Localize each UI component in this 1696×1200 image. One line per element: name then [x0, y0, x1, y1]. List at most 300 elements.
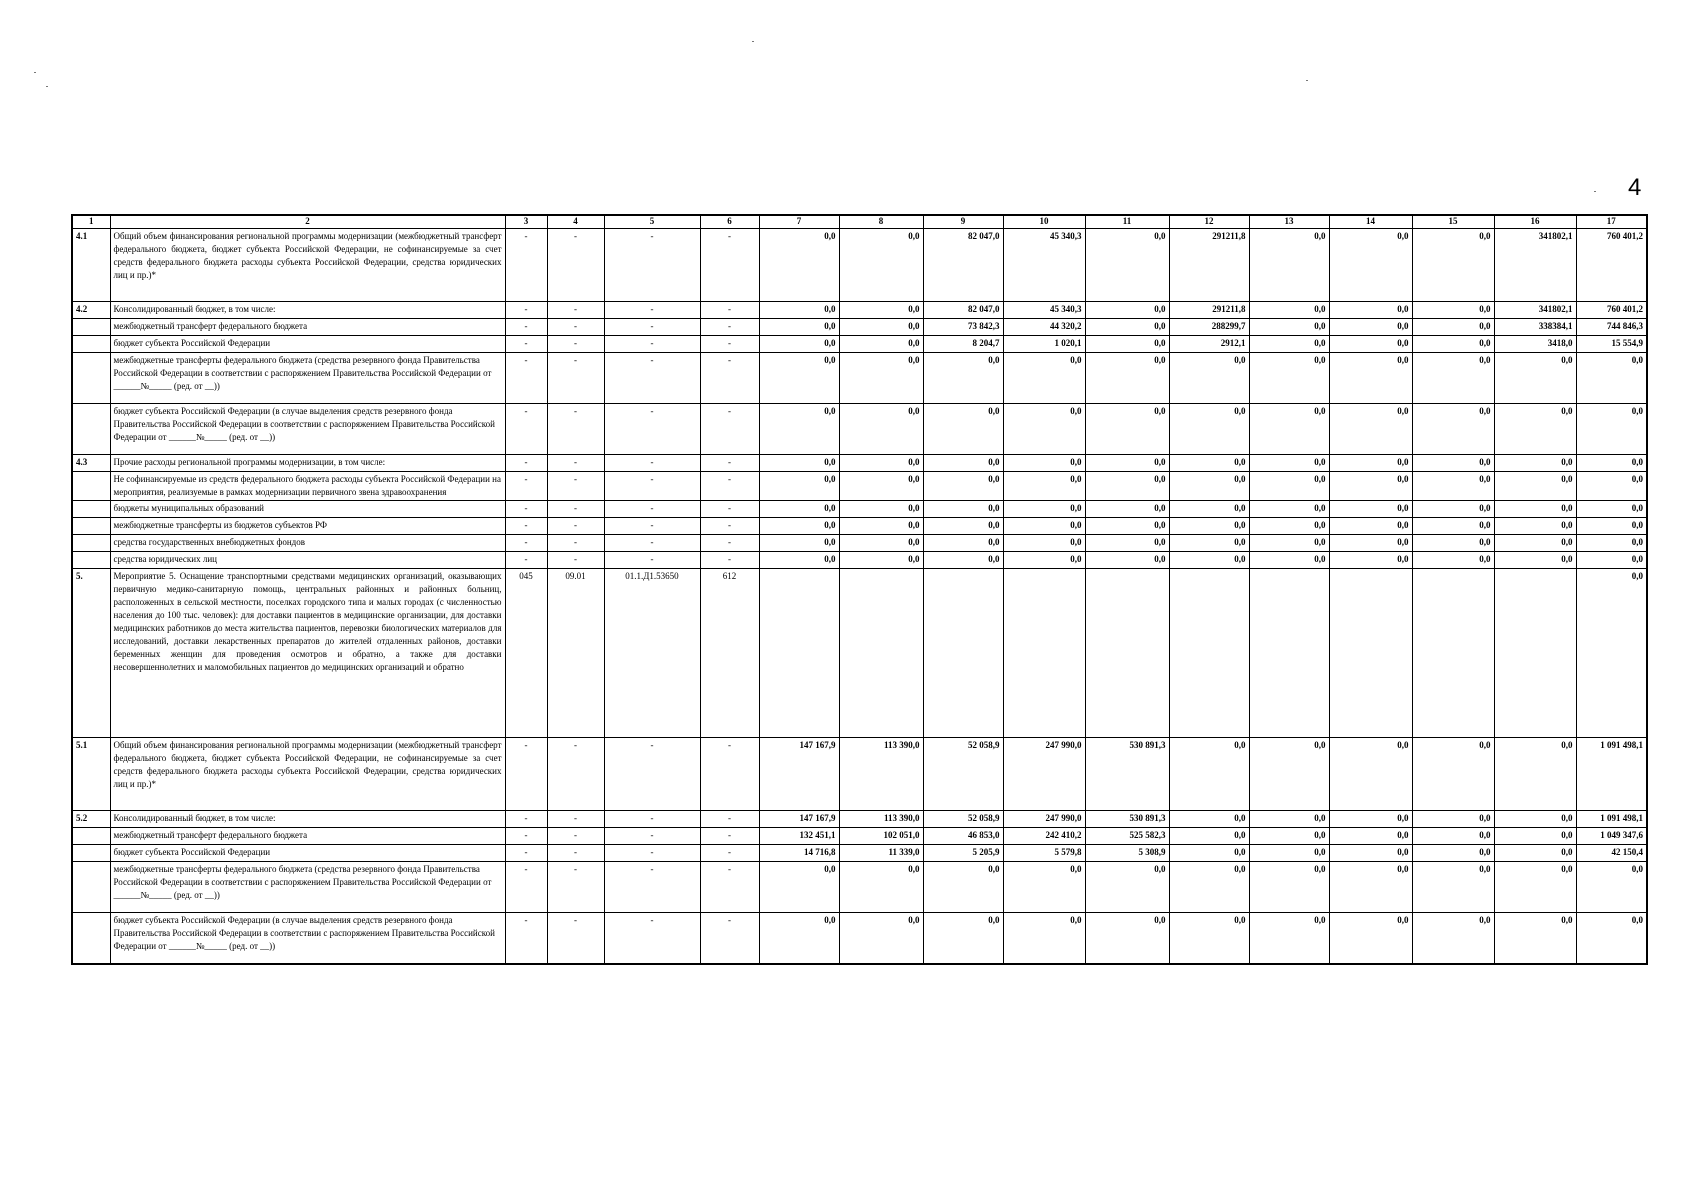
col4-cell: -	[547, 738, 604, 811]
row-code-cell	[72, 552, 110, 569]
amount-cell: 0,0	[1412, 738, 1494, 811]
amount-cell: 0,0	[1085, 336, 1169, 353]
amount-cell: 0,0	[1494, 552, 1576, 569]
row-description-cell: бюджет субъекта Российской Федерации	[110, 336, 505, 353]
col3-cell: -	[505, 535, 547, 552]
amount-cell: 0,0	[759, 535, 839, 552]
col5-cell: -	[604, 811, 700, 828]
table-row	[72, 535, 1647, 552]
amount-cell: 0,0	[839, 229, 923, 302]
col6-cell: -	[700, 845, 759, 862]
amount-cell: 0,0	[1249, 501, 1329, 518]
amount-cell: 0,0	[1169, 472, 1249, 501]
col4-cell: -	[547, 552, 604, 569]
amount-cell: 0,0	[1412, 862, 1494, 913]
amount-cell: 0,0	[1494, 455, 1576, 472]
amount-cell: 0,0	[923, 353, 1003, 404]
amount-cell: 46 853,0	[923, 828, 1003, 845]
col5-cell: -	[604, 828, 700, 845]
col4-cell: -	[547, 302, 604, 319]
amount-cell: 0,0	[1576, 552, 1647, 569]
amount-cell: 242 410,2	[1003, 828, 1085, 845]
amount-cell: 0,0	[1169, 913, 1249, 965]
amount-cell: 0,0	[759, 229, 839, 302]
col5-cell: -	[604, 518, 700, 535]
table-row	[72, 569, 1647, 738]
row-code-cell: 4.2	[72, 302, 110, 319]
col5-cell: -	[604, 404, 700, 455]
amount-cell: 0,0	[1003, 535, 1085, 552]
amount-cell: 0,0	[839, 353, 923, 404]
row-code-cell	[72, 472, 110, 501]
amount-cell: 0,0	[1329, 552, 1412, 569]
col6-cell: -	[700, 404, 759, 455]
amount-cell: 0,0	[1494, 535, 1576, 552]
table-row	[72, 828, 1647, 845]
amount-cell: 82 047,0	[923, 229, 1003, 302]
col4-cell: -	[547, 336, 604, 353]
amount-cell: 0,0	[1249, 455, 1329, 472]
amount-cell: 0,0	[1085, 518, 1169, 535]
amount-cell: 0,0	[1085, 302, 1169, 319]
amount-cell: 0,0	[1329, 845, 1412, 862]
table-row	[72, 455, 1647, 472]
amount-cell: 0,0	[1003, 501, 1085, 518]
amount-cell: 0,0	[1169, 535, 1249, 552]
row-code-cell: 5.2	[72, 811, 110, 828]
amount-cell: 0,0	[1249, 552, 1329, 569]
amount-cell: 288299,7	[1169, 319, 1249, 336]
amount-cell: 0,0	[1412, 828, 1494, 845]
amount-cell: 1 049 347,6	[1576, 828, 1647, 845]
col4-cell: -	[547, 845, 604, 862]
col3-cell: -	[505, 229, 547, 302]
amount-cell: 0,0	[1249, 336, 1329, 353]
amount-cell: 0,0	[759, 302, 839, 319]
col5-cell: -	[604, 845, 700, 862]
amount-cell: 0,0	[759, 319, 839, 336]
amount-cell: 0,0	[1329, 535, 1412, 552]
amount-cell: 0,0	[1412, 455, 1494, 472]
amount-cell: 82 047,0	[923, 302, 1003, 319]
amount-cell: 247 990,0	[1003, 811, 1085, 828]
amount-cell: 0,0	[839, 862, 923, 913]
row-code-cell	[72, 501, 110, 518]
col4-cell: -	[547, 518, 604, 535]
amount-cell: 760 401,2	[1576, 229, 1647, 302]
amount-cell: 1 020,1	[1003, 336, 1085, 353]
amount-cell: 42 150,4	[1576, 845, 1647, 862]
amount-cell: 0,0	[759, 404, 839, 455]
column-header: 17	[1576, 215, 1647, 229]
amount-cell: 0,0	[1249, 229, 1329, 302]
row-description-cell: Мероприятие 5. Оснащение транспортными средствами медицинских организаций, оказывающих первичную медико-санитарную помощь, центральных районных и районных больниц, расположенных в сельской местности, поселках городского типа и малых городах (с численностью населения до 100 тыс. человек): для доставки пациентов в медицинские организации, для доставки медицинских работников до места жительства пациентов, перевозки биологических материалов для исследований, доставки лекарственных препаратов до жителей отдаленных районов, доставки беременных женщин для проведения осмотров и обратно, а также для доставки несовершеннолетних и маломобильных пациентов до медицинских организаций и обратно	[110, 569, 505, 738]
amount-cell: 0,0	[1249, 811, 1329, 828]
col6-cell: -	[700, 229, 759, 302]
amount-cell: 0,0	[923, 913, 1003, 965]
amount-cell: 0,0	[1249, 738, 1329, 811]
col3-cell: -	[505, 501, 547, 518]
column-header: 11	[1085, 215, 1169, 229]
amount-cell: 0,0	[1412, 811, 1494, 828]
amount-cell: 0,0	[1085, 404, 1169, 455]
row-code-cell	[72, 828, 110, 845]
amount-cell: 14 716,8	[759, 845, 839, 862]
column-header: 9	[923, 215, 1003, 229]
amount-cell: 0,0	[1329, 862, 1412, 913]
column-header: 4	[547, 215, 604, 229]
amount-cell: 0,0	[1169, 811, 1249, 828]
amount-cell: 0,0	[1412, 501, 1494, 518]
amount-cell: 0,0	[1329, 319, 1412, 336]
col3-cell: -	[505, 845, 547, 862]
row-code-cell	[72, 535, 110, 552]
column-header: 7	[759, 215, 839, 229]
amount-cell: 0,0	[1494, 811, 1576, 828]
table-row	[72, 404, 1647, 455]
amount-cell: 0,0	[839, 319, 923, 336]
col4-cell: -	[547, 862, 604, 913]
amount-cell: 0,0	[1169, 501, 1249, 518]
amount-cell: 0,0	[923, 862, 1003, 913]
col3-cell: -	[505, 913, 547, 965]
amount-cell: 52 058,9	[923, 738, 1003, 811]
table-row	[72, 229, 1647, 302]
amount-cell: 0,0	[1169, 828, 1249, 845]
col5-cell: -	[604, 862, 700, 913]
amount-cell: 0,0	[1003, 472, 1085, 501]
amount-cell: 0,0	[1085, 552, 1169, 569]
col6-cell: -	[700, 353, 759, 404]
column-header: 16	[1494, 215, 1576, 229]
row-code-cell: 5.	[72, 569, 110, 738]
amount-cell: 0,0	[1494, 738, 1576, 811]
row-code-cell	[72, 518, 110, 535]
scan-speck	[752, 41, 754, 42]
amount-cell: 0,0	[1249, 353, 1329, 404]
col4-cell: -	[547, 472, 604, 501]
col5-cell: -	[604, 472, 700, 501]
amount-cell: 0,0	[1329, 353, 1412, 404]
amount-cell: 5 579,8	[1003, 845, 1085, 862]
col4-cell: -	[547, 455, 604, 472]
col6-cell: -	[700, 518, 759, 535]
table-row	[72, 738, 1647, 811]
col3-cell: -	[505, 552, 547, 569]
amount-cell: 0,0	[1085, 455, 1169, 472]
amount-cell	[1494, 569, 1576, 738]
column-header: 13	[1249, 215, 1329, 229]
amount-cell	[1412, 569, 1494, 738]
col4-cell: -	[547, 913, 604, 965]
amount-cell: 147 167,9	[759, 811, 839, 828]
column-header: 3	[505, 215, 547, 229]
amount-cell: 530 891,3	[1085, 738, 1169, 811]
amount-cell: 0,0	[923, 472, 1003, 501]
amount-cell: 0,0	[1329, 302, 1412, 319]
amount-cell: 0,0	[839, 336, 923, 353]
amount-cell: 45 340,3	[1003, 302, 1085, 319]
col6-cell: -	[700, 811, 759, 828]
amount-cell: 0,0	[1085, 862, 1169, 913]
amount-cell: 15 554,9	[1576, 336, 1647, 353]
amount-cell: 0,0	[923, 404, 1003, 455]
amount-cell: 0,0	[1003, 913, 1085, 965]
col6-cell: -	[700, 738, 759, 811]
amount-cell: 530 891,3	[1085, 811, 1169, 828]
col3-cell: -	[505, 811, 547, 828]
col5-cell: -	[604, 535, 700, 552]
amount-cell: 132 451,1	[759, 828, 839, 845]
col3-cell: -	[505, 518, 547, 535]
amount-cell: 0,0	[839, 472, 923, 501]
col6-cell: -	[700, 302, 759, 319]
col4-cell: -	[547, 535, 604, 552]
col5-cell: -	[604, 455, 700, 472]
amount-cell: 0,0	[1494, 404, 1576, 455]
col4-cell: 09.01	[547, 569, 604, 738]
col6-cell: -	[700, 319, 759, 336]
amount-cell: 0,0	[1249, 828, 1329, 845]
col4-cell: -	[547, 811, 604, 828]
amount-cell: 0,0	[759, 501, 839, 518]
column-header: 15	[1412, 215, 1494, 229]
col3-cell: -	[505, 738, 547, 811]
amount-cell: 0,0	[1003, 862, 1085, 913]
amount-cell: 0,0	[759, 353, 839, 404]
col5-cell: -	[604, 501, 700, 518]
amount-cell	[1329, 569, 1412, 738]
col4-cell: -	[547, 229, 604, 302]
row-code-cell	[72, 913, 110, 965]
amount-cell: 0,0	[1576, 404, 1647, 455]
scan-speck	[1594, 191, 1596, 192]
amount-cell: 102 051,0	[839, 828, 923, 845]
amount-cell: 341802,1	[1494, 229, 1576, 302]
col4-cell: -	[547, 404, 604, 455]
page-number: 4	[1628, 174, 1642, 201]
amount-cell: 0,0	[1329, 229, 1412, 302]
amount-cell: 0,0	[759, 552, 839, 569]
amount-cell: 0,0	[839, 518, 923, 535]
col6-cell: -	[700, 472, 759, 501]
amount-cell: 0,0	[1494, 518, 1576, 535]
amount-cell: 2912,1	[1169, 336, 1249, 353]
amount-cell: 0,0	[759, 913, 839, 965]
amount-cell: 341802,1	[1494, 302, 1576, 319]
amount-cell: 5 308,9	[1085, 845, 1169, 862]
col3-cell: 045	[505, 569, 547, 738]
amount-cell: 0,0	[1494, 845, 1576, 862]
row-code-cell	[72, 845, 110, 862]
table-row	[72, 501, 1647, 518]
amount-cell: 338384,1	[1494, 319, 1576, 336]
table-row	[72, 302, 1647, 319]
amount-cell: 0,0	[1329, 336, 1412, 353]
col6-cell: -	[700, 862, 759, 913]
amount-cell: 0,0	[1576, 501, 1647, 518]
table-row	[72, 845, 1647, 862]
amount-cell: 8 204,7	[923, 336, 1003, 353]
col3-cell: -	[505, 862, 547, 913]
col3-cell: -	[505, 353, 547, 404]
col6-cell: -	[700, 552, 759, 569]
col5-cell: -	[604, 319, 700, 336]
col4-cell: -	[547, 501, 604, 518]
row-description-cell: бюджеты муниципальных образований	[110, 501, 505, 518]
amount-cell: 0,0	[1169, 738, 1249, 811]
amount-cell: 0,0	[1085, 913, 1169, 965]
row-description-cell: Прочие расходы региональной программы модернизации, в том числе:	[110, 455, 505, 472]
amount-cell: 0,0	[1249, 862, 1329, 913]
amount-cell: 0,0	[759, 455, 839, 472]
amount-cell: 0,0	[923, 455, 1003, 472]
col3-cell: -	[505, 828, 547, 845]
row-description-cell: Общий объем финансирования региональной программы модернизации (межбюджетный трансферт федерального бюджета, бюджет субъекта Российской Федерации, не софинансируемые за счет средств федерального бюджета расходы субъекта Российской Федерации, средства юридических лиц и пр.)*	[110, 738, 505, 811]
amount-cell: 0,0	[1576, 913, 1647, 965]
row-description-cell: межбюджетный трансферт федерального бюджета	[110, 319, 505, 336]
amount-cell: 0,0	[1412, 229, 1494, 302]
amount-cell: 0,0	[1085, 319, 1169, 336]
amount-cell: 0,0	[839, 552, 923, 569]
table-row	[72, 552, 1647, 569]
amount-cell: 0,0	[1412, 472, 1494, 501]
row-description-cell: бюджет субъекта Российской Федерации (в случае выделения средств резервного фонда Правительства Российской Федерации в соответствии с распоряжением Правительства Российской Федерации от ______№_____ (ред. от __))	[110, 913, 505, 965]
col6-cell: -	[700, 336, 759, 353]
amount-cell: 0,0	[1003, 552, 1085, 569]
scan-speck	[34, 72, 36, 73]
amount-cell	[839, 569, 923, 738]
amount-cell: 0,0	[1329, 811, 1412, 828]
amount-cell: 0,0	[1329, 828, 1412, 845]
amount-cell: 0,0	[923, 518, 1003, 535]
amount-cell: 0,0	[759, 862, 839, 913]
amount-cell: 0,0	[1329, 518, 1412, 535]
col5-cell: -	[604, 552, 700, 569]
column-header: 2	[110, 215, 505, 229]
amount-cell: 0,0	[1494, 862, 1576, 913]
amount-cell: 0,0	[1249, 913, 1329, 965]
column-header: 6	[700, 215, 759, 229]
amount-cell: 0,0	[1169, 552, 1249, 569]
row-description-cell: Консолидированный бюджет, в том числе:	[110, 302, 505, 319]
amount-cell: 0,0	[759, 336, 839, 353]
amount-cell: 760 401,2	[1576, 302, 1647, 319]
amount-cell: 0,0	[1329, 913, 1412, 965]
amount-cell: 0,0	[1329, 404, 1412, 455]
amount-cell: 0,0	[1494, 353, 1576, 404]
amount-cell: 0,0	[1169, 455, 1249, 472]
col4-cell: -	[547, 319, 604, 336]
amount-cell: 11 339,0	[839, 845, 923, 862]
row-description-cell: межбюджетные трансферты федерального бюджета (средства резервного фонда Правительства Российской Федерации в соответствии с распоряжением Правительства Российской Федерации от ______№_____ (ред. от __))	[110, 862, 505, 913]
table-row	[72, 862, 1647, 913]
amount-cell	[923, 569, 1003, 738]
amount-cell: 0,0	[1249, 535, 1329, 552]
amount-cell: 0,0	[839, 455, 923, 472]
amount-cell: 0,0	[1249, 302, 1329, 319]
amount-cell: 0,0	[1576, 518, 1647, 535]
col6-cell: -	[700, 455, 759, 472]
row-code-cell	[72, 404, 110, 455]
amount-cell: 0,0	[1412, 518, 1494, 535]
amount-cell: 0,0	[1412, 404, 1494, 455]
column-header: 14	[1329, 215, 1412, 229]
col5-cell: -	[604, 302, 700, 319]
row-code-cell	[72, 319, 110, 336]
col5-cell: -	[604, 229, 700, 302]
amount-cell: 0,0	[1249, 845, 1329, 862]
col5-cell: -	[604, 336, 700, 353]
amount-cell: 0,0	[1169, 845, 1249, 862]
amount-cell: 0,0	[1329, 738, 1412, 811]
amount-cell	[759, 569, 839, 738]
amount-cell: 0,0	[1412, 319, 1494, 336]
amount-cell: 0,0	[1085, 501, 1169, 518]
header-row	[72, 215, 1647, 229]
amount-cell: 0,0	[839, 404, 923, 455]
col3-cell: -	[505, 319, 547, 336]
amount-cell: 0,0	[1003, 404, 1085, 455]
amount-cell: 0,0	[1329, 501, 1412, 518]
row-code-cell: 4.3	[72, 455, 110, 472]
row-description-cell: межбюджетные трансферты из бюджетов субъектов РФ	[110, 518, 505, 535]
amount-cell	[1003, 569, 1085, 738]
col3-cell: -	[505, 455, 547, 472]
amount-cell: 0,0	[1329, 472, 1412, 501]
column-header: 10	[1003, 215, 1085, 229]
amount-cell: 525 582,3	[1085, 828, 1169, 845]
row-description-cell: межбюджетный трансферт федерального бюджета	[110, 828, 505, 845]
col6-cell: 612	[700, 569, 759, 738]
col6-cell: -	[700, 535, 759, 552]
amount-cell: 0,0	[1085, 229, 1169, 302]
amount-cell: 0,0	[1576, 353, 1647, 404]
amount-cell: 0,0	[1412, 336, 1494, 353]
amount-cell: 0,0	[839, 501, 923, 518]
amount-cell: 247 990,0	[1003, 738, 1085, 811]
amount-cell: 0,0	[1412, 845, 1494, 862]
amount-cell: 0,0	[923, 501, 1003, 518]
row-code-cell	[72, 862, 110, 913]
amount-cell: 0,0	[1412, 353, 1494, 404]
budget-table	[71, 214, 1648, 965]
row-description-cell: бюджет субъекта Российской Федерации (в случае выделения средств резервного фонда Правительства Российской Федерации в соответствии с распоряжением Правительства Российской Федерации от ______№_____ (ред. от __))	[110, 404, 505, 455]
col5-cell: -	[604, 913, 700, 965]
table-row	[72, 319, 1647, 336]
amount-cell: 0,0	[1412, 552, 1494, 569]
row-code-cell: 5.1	[72, 738, 110, 811]
scan-speck	[46, 86, 48, 87]
amount-cell: 0,0	[1412, 535, 1494, 552]
amount-cell: 0,0	[1329, 455, 1412, 472]
amount-cell: 147 167,9	[759, 738, 839, 811]
amount-cell: 0,0	[1576, 569, 1647, 738]
amount-cell: 291211,8	[1169, 302, 1249, 319]
amount-cell: 45 340,3	[1003, 229, 1085, 302]
amount-cell: 0,0	[1003, 353, 1085, 404]
amount-cell: 113 390,0	[839, 738, 923, 811]
column-header: 1	[72, 215, 110, 229]
amount-cell: 0,0	[759, 472, 839, 501]
row-description-cell: средства государственных внебюджетных фондов	[110, 535, 505, 552]
scan-speck	[1306, 80, 1308, 81]
amount-cell: 0,0	[839, 302, 923, 319]
column-header: 8	[839, 215, 923, 229]
amount-cell: 0,0	[1494, 501, 1576, 518]
table-row	[72, 811, 1647, 828]
amount-cell: 73 842,3	[923, 319, 1003, 336]
